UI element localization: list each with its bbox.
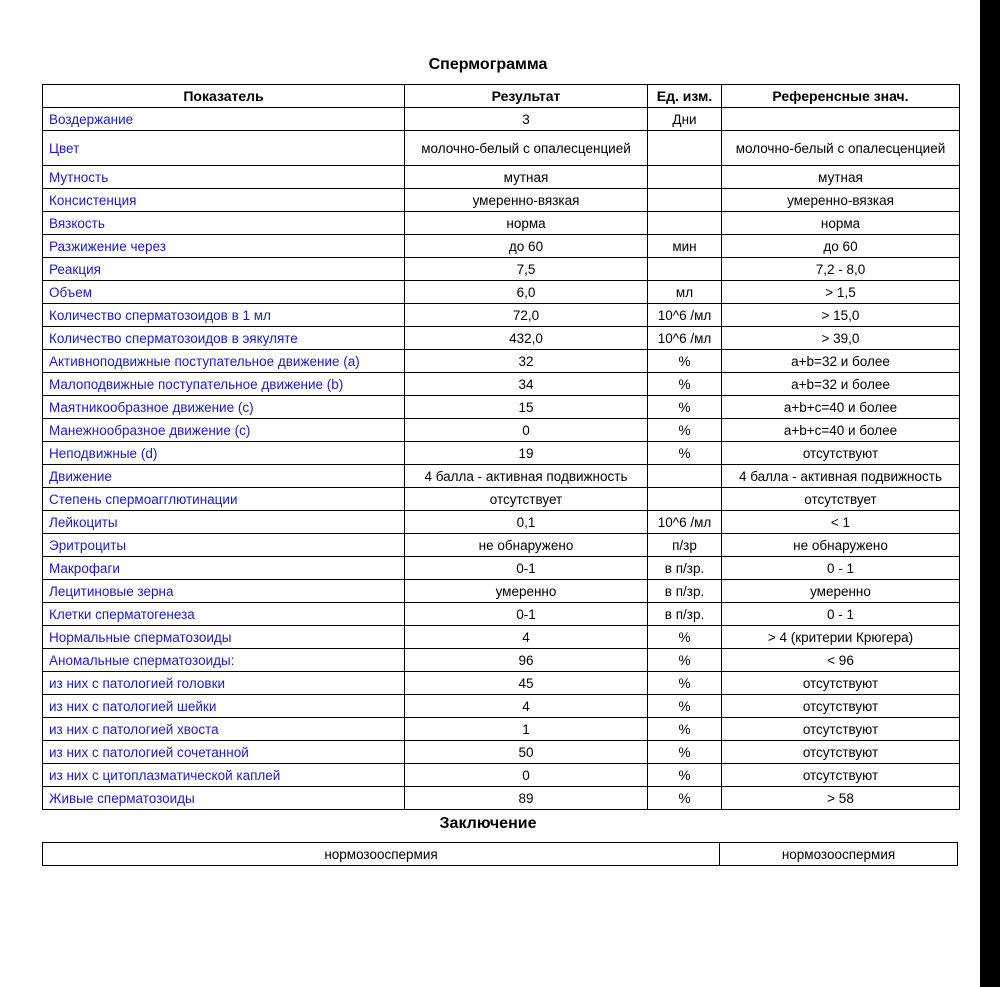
cell-result: 0 <box>405 419 648 442</box>
cell-parameter: Мутность <box>43 166 405 189</box>
cell-unit <box>648 166 722 189</box>
cell-result: 4 <box>405 695 648 718</box>
cell-unit <box>648 258 722 281</box>
cell-unit: % <box>648 787 722 810</box>
cell-reference: не обнаружено <box>722 534 960 557</box>
cell-reference: отсутствуют <box>722 695 960 718</box>
header-row <box>43 85 960 108</box>
cell-unit: % <box>648 718 722 741</box>
cell-reference: > 39,0 <box>722 327 960 350</box>
cell-reference: > 58 <box>722 787 960 810</box>
cell-result: умеренно-вязкая <box>405 189 648 212</box>
cell-result: 1 <box>405 718 648 741</box>
report-title: Спермограмма <box>428 56 548 73</box>
cell-reference: a+b+c=40 и более <box>722 419 960 442</box>
cell-reference: отсутствуют <box>722 672 960 695</box>
cell-reference: > 1,5 <box>722 281 960 304</box>
cell-unit: п/зр <box>648 534 722 557</box>
cell-unit: в п/зр. <box>648 580 722 603</box>
table-row <box>43 695 960 718</box>
cell-result: 7,5 <box>405 258 648 281</box>
cell-result: 15 <box>405 396 648 419</box>
table-row <box>43 108 960 131</box>
cell-reference: 7,2 - 8,0 <box>722 258 960 281</box>
cell-result: 96 <box>405 649 648 672</box>
table-row <box>43 373 960 396</box>
cell-parameter: Цвет <box>43 131 405 166</box>
cell-result: 0-1 <box>405 603 648 626</box>
cell-reference: > 4 (критерии Крюгера) <box>722 626 960 649</box>
cell-unit: % <box>648 741 722 764</box>
table-row <box>43 166 960 189</box>
cell-parameter: Реакция <box>43 258 405 281</box>
table-row <box>43 580 960 603</box>
cell-parameter: Лецитиновые зерна <box>43 580 405 603</box>
table-row <box>43 327 960 350</box>
cell-unit: % <box>648 419 722 442</box>
cell-parameter: Движение <box>43 465 405 488</box>
table-row <box>43 764 960 787</box>
table-row <box>43 603 960 626</box>
table-row <box>43 741 960 764</box>
table-row <box>43 557 960 580</box>
cell-parameter: Эритроциты <box>43 534 405 557</box>
cell-unit: мл <box>648 281 722 304</box>
table-row <box>43 511 960 534</box>
cell-parameter: Неподвижные (d) <box>43 442 405 465</box>
cell-reference: умеренно <box>722 580 960 603</box>
cell-result: 0-1 <box>405 557 648 580</box>
table-row <box>43 304 960 327</box>
cell-result: умеренно <box>405 580 648 603</box>
cell-unit: % <box>648 373 722 396</box>
table-row <box>43 649 960 672</box>
cell-result: 432,0 <box>405 327 648 350</box>
cell-unit: % <box>648 626 722 649</box>
table-row <box>43 419 960 442</box>
cell-unit <box>648 465 722 488</box>
table-row <box>43 534 960 557</box>
cell-result: 3 <box>405 108 648 131</box>
cell-parameter: из них с патологией головки <box>43 672 405 695</box>
cell-parameter: из них с патологией сочетанной <box>43 741 405 764</box>
header-unit: Ед. изм. <box>648 85 722 108</box>
table-row <box>43 350 960 373</box>
cell-result: не обнаружено <box>405 534 648 557</box>
conclusion-title: Заключение <box>439 815 537 832</box>
cell-unit: 10^6 /мл <box>648 327 722 350</box>
cell-result: 4 <box>405 626 648 649</box>
table-row <box>43 396 960 419</box>
cell-unit: 10^6 /мл <box>648 304 722 327</box>
cell-unit: % <box>648 649 722 672</box>
cell-result: 32 <box>405 350 648 373</box>
cell-unit: 10^6 /мл <box>648 511 722 534</box>
cell-reference: до 60 <box>722 235 960 258</box>
cell-parameter: Аномальные сперматозоиды: <box>43 649 405 672</box>
cell-reference: < 1 <box>722 511 960 534</box>
cell-unit: % <box>648 442 722 465</box>
cell-reference: мутная <box>722 166 960 189</box>
cell-unit <box>648 131 722 166</box>
header-result: Результат <box>405 85 648 108</box>
table-row <box>43 189 960 212</box>
cell-parameter: Количество сперматозоидов в эякуляте <box>43 327 405 350</box>
cell-reference: a+b+c=40 и более <box>722 396 960 419</box>
cell-unit: % <box>648 672 722 695</box>
conclusion-reference: нормозооспермия <box>720 843 958 866</box>
cell-parameter: Воздержание <box>43 108 405 131</box>
table-row <box>43 235 960 258</box>
conclusion-row <box>43 843 958 866</box>
cell-reference: отсутствует <box>722 488 960 511</box>
results-table <box>42 84 960 810</box>
cell-parameter: Манежнообразное движение (c) <box>43 419 405 442</box>
cell-parameter: Количество сперматозоидов в 1 мл <box>43 304 405 327</box>
cell-reference: 0 - 1 <box>722 557 960 580</box>
cell-reference: норма <box>722 212 960 235</box>
cell-parameter: из них с цитоплазматической каплей <box>43 764 405 787</box>
cell-parameter: Живые сперматозоиды <box>43 787 405 810</box>
cell-unit <box>648 212 722 235</box>
cell-reference <box>722 108 960 131</box>
cell-parameter: Объем <box>43 281 405 304</box>
cell-result: 89 <box>405 787 648 810</box>
cell-parameter: Маятникообразное движение (c) <box>43 396 405 419</box>
cell-reference: 4 балла - активная подвижность <box>722 465 960 488</box>
table-row <box>43 672 960 695</box>
cell-parameter: Нормальные сперматозоиды <box>43 626 405 649</box>
cell-unit: % <box>648 695 722 718</box>
cell-parameter: Клетки сперматогенеза <box>43 603 405 626</box>
cell-unit: Дни <box>648 108 722 131</box>
cell-reference: a+b=32 и более <box>722 350 960 373</box>
cell-parameter: Разжижение через <box>43 235 405 258</box>
cell-reference: отсутствуют <box>722 718 960 741</box>
table-row <box>43 465 960 488</box>
cell-unit: % <box>648 396 722 419</box>
cell-reference: > 15,0 <box>722 304 960 327</box>
cell-result: 0,1 <box>405 511 648 534</box>
table-row <box>43 488 960 511</box>
cell-parameter: Лейкоциты <box>43 511 405 534</box>
cell-parameter: Макрофаги <box>43 557 405 580</box>
cell-reference: отсутствуют <box>722 764 960 787</box>
cell-result: норма <box>405 212 648 235</box>
cell-parameter: из них с патологией шейки <box>43 695 405 718</box>
cell-result: 4 балла - активная подвижность <box>405 465 648 488</box>
cell-result: 19 <box>405 442 648 465</box>
conclusion-result: нормозооспермия <box>43 843 720 866</box>
table-row <box>43 258 960 281</box>
cell-unit <box>648 189 722 212</box>
cell-reference: молочно-белый с опалесценцией <box>722 131 960 166</box>
conclusion-table <box>42 842 958 866</box>
table-row <box>43 718 960 741</box>
cell-result: 6,0 <box>405 281 648 304</box>
cell-unit: % <box>648 764 722 787</box>
cell-unit: в п/зр. <box>648 603 722 626</box>
cell-reference: отсутствуют <box>722 741 960 764</box>
cell-reference: умеренно-вязкая <box>722 189 960 212</box>
table-row <box>43 787 960 810</box>
cell-result: 0 <box>405 764 648 787</box>
cell-unit: в п/зр. <box>648 557 722 580</box>
cell-unit: % <box>648 350 722 373</box>
table-row <box>43 212 960 235</box>
cell-result: до 60 <box>405 235 648 258</box>
cell-result: 34 <box>405 373 648 396</box>
cell-reference: отсутствуют <box>722 442 960 465</box>
cell-result: отсутствует <box>405 488 648 511</box>
table-row <box>43 131 960 166</box>
table-row <box>43 442 960 465</box>
cell-parameter: Активноподвижные поступательное движение (a) <box>43 350 405 373</box>
cell-result: молочно-белый с опалесценцией <box>405 131 648 166</box>
cell-unit <box>648 488 722 511</box>
table-row <box>43 281 960 304</box>
cell-reference: 0 - 1 <box>722 603 960 626</box>
header-reference: Референсные знач. <box>722 85 960 108</box>
cell-reference: < 96 <box>722 649 960 672</box>
cell-parameter: Вязкость <box>43 212 405 235</box>
cell-result: мутная <box>405 166 648 189</box>
header-parameter: Показатель <box>43 85 405 108</box>
cell-result: 72,0 <box>405 304 648 327</box>
cell-reference: a+b=32 и более <box>722 373 960 396</box>
table-row <box>43 626 960 649</box>
cell-parameter: из них с патологией хвоста <box>43 718 405 741</box>
cell-parameter: Консистенция <box>43 189 405 212</box>
cell-result: 45 <box>405 672 648 695</box>
cell-parameter: Малоподвижные поступательное движение (b) <box>43 373 405 396</box>
cell-result: 50 <box>405 741 648 764</box>
cell-unit: мин <box>648 235 722 258</box>
cell-parameter: Степень спермоагглютинации <box>43 488 405 511</box>
